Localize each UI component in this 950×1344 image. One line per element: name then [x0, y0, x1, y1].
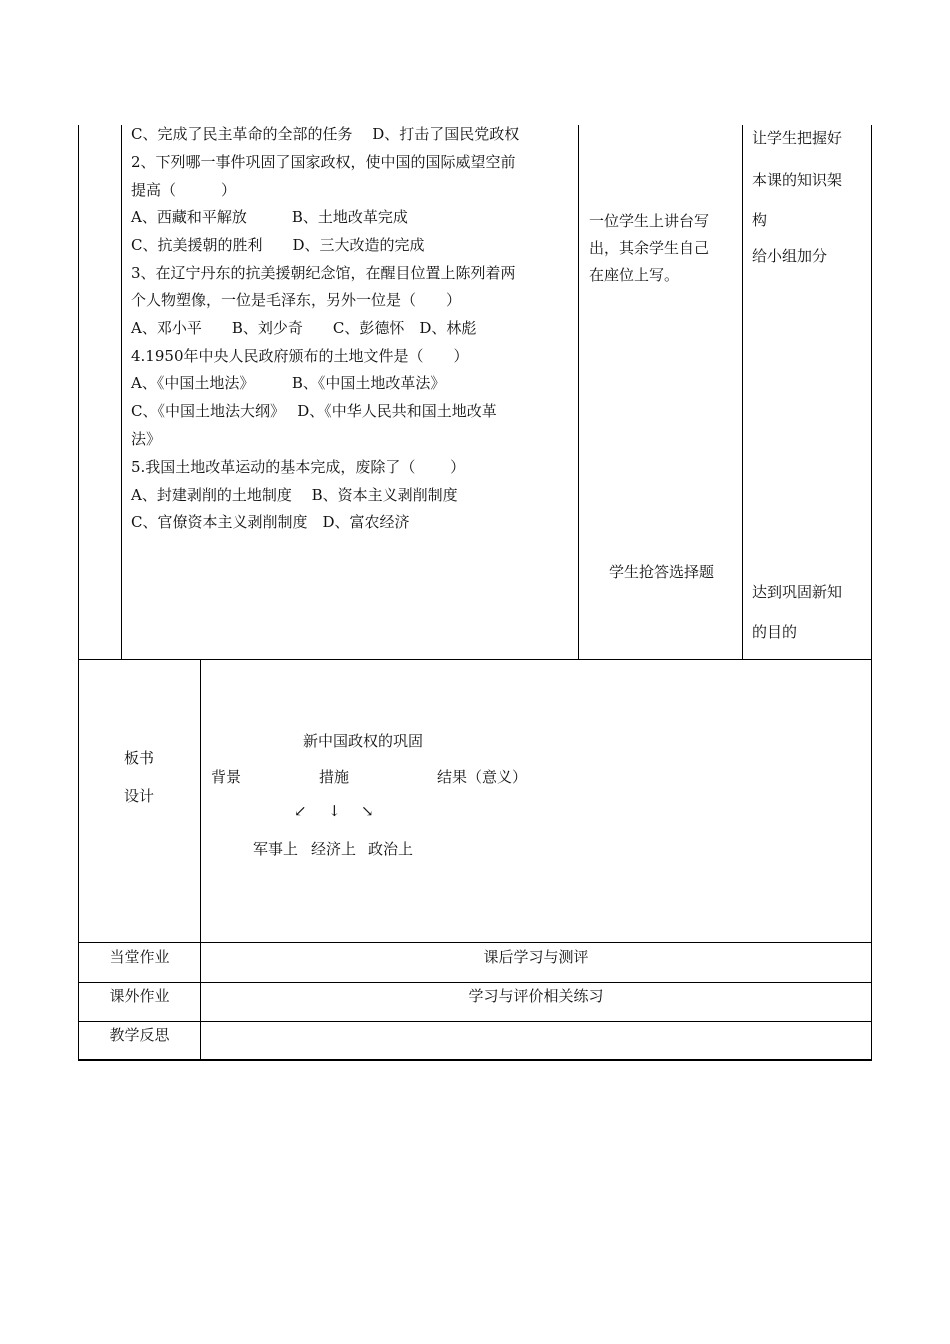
intent-line: 达到巩固新知 — [752, 583, 843, 601]
question-line: 提高（ ） — [131, 181, 237, 199]
upper-col-divider-2 — [742, 125, 743, 660]
question-line: A、邓小平 B、刘少奇 C、彭德怀 D、林彪 — [131, 319, 477, 337]
lower-right-border — [871, 659, 872, 1061]
row-2-top-border — [78, 982, 872, 983]
student-activity-line: 在座位上写。 — [589, 266, 680, 284]
question-line: 法》 — [131, 430, 162, 448]
board-arrow: ↘ — [361, 802, 374, 820]
upper-col-divider-1 — [578, 125, 579, 660]
row-content-classwork: 课后学习与测评 — [483, 948, 589, 966]
question-line: C、抗美援朝的胜利 D、三大改造的完成 — [131, 236, 425, 254]
upper-right-border — [871, 125, 872, 660]
intent-line: 让学生把握好 — [752, 129, 843, 147]
question-line: 2、下列哪一事件巩固了国家政权，使中国的国际威望空前 — [131, 153, 516, 171]
question-line: 个人物塑像，一位是毛泽东，另外一位是（ ） — [131, 291, 462, 309]
row-label-classwork: 当堂作业 — [109, 948, 170, 966]
question-line: A、西藏和平解放 B、土地改革完成 — [131, 208, 408, 226]
question-line: C、完成了民主革命的全部的任务 D、打击了国民党政权 — [131, 125, 520, 143]
board-sub-item: 经济上 — [311, 840, 357, 858]
question-line: C、官僚资本主义剥削制度 D、富农经济 — [131, 513, 410, 531]
row-content-homework: 学习与评价相关练习 — [468, 987, 604, 1005]
board-heading: 结果（意义） — [437, 768, 528, 786]
question-line: A、《中国土地法》 B、《中国土地改革法》 — [131, 374, 446, 392]
board-label: 设计 — [124, 787, 155, 805]
question-line: C、《中国土地法大纲》 D、《中华人民共和国土地改革 — [131, 402, 497, 420]
board-top-border — [78, 659, 872, 660]
intent-line: 构 — [752, 211, 768, 229]
intent-line: 本课的知识架 — [752, 171, 843, 189]
question-line: 3、在辽宁丹东的抗美援朝纪念馆，在醒目位置上陈列着两 — [131, 264, 516, 282]
board-sub-item: 军事上 — [253, 840, 299, 858]
board-label: 板书 — [124, 749, 155, 767]
row-1-top-border — [78, 942, 872, 943]
row-label-reflection: 教学反思 — [109, 1026, 170, 1044]
student-activity-line: 一位学生上讲台写 — [589, 212, 710, 230]
row-3-top-border — [78, 1021, 872, 1022]
board-arrow: ↙ — [294, 802, 307, 820]
student-activity-quiz: 学生抢答选择题 — [609, 563, 715, 581]
board-heading: 背景 — [211, 768, 242, 786]
board-arrow: ↓ — [328, 802, 341, 820]
student-activity-line: 出，其余学生自己 — [589, 239, 710, 257]
intent-line: 给小组加分 — [752, 247, 828, 265]
row-label-homework: 课外作业 — [109, 987, 170, 1005]
question-line: A、封建剥削的土地制度 B、资本主义剥削制度 — [131, 486, 458, 504]
question-line: 5.我国土地改革运动的基本完成，废除了（ ） — [131, 458, 466, 476]
question-line: 4.1950年中央人民政府颁布的土地文件是（ ） — [131, 347, 469, 365]
upper-left-outer-border — [78, 125, 79, 660]
board-heading: 措施 — [319, 768, 350, 786]
board-title: 新中国政权的巩固 — [303, 732, 424, 750]
table-bottom-border — [78, 1059, 872, 1061]
board-sub-item: 政治上 — [368, 840, 414, 858]
intent-line: 的目的 — [752, 623, 798, 641]
upper-left-inner-border — [121, 125, 122, 660]
